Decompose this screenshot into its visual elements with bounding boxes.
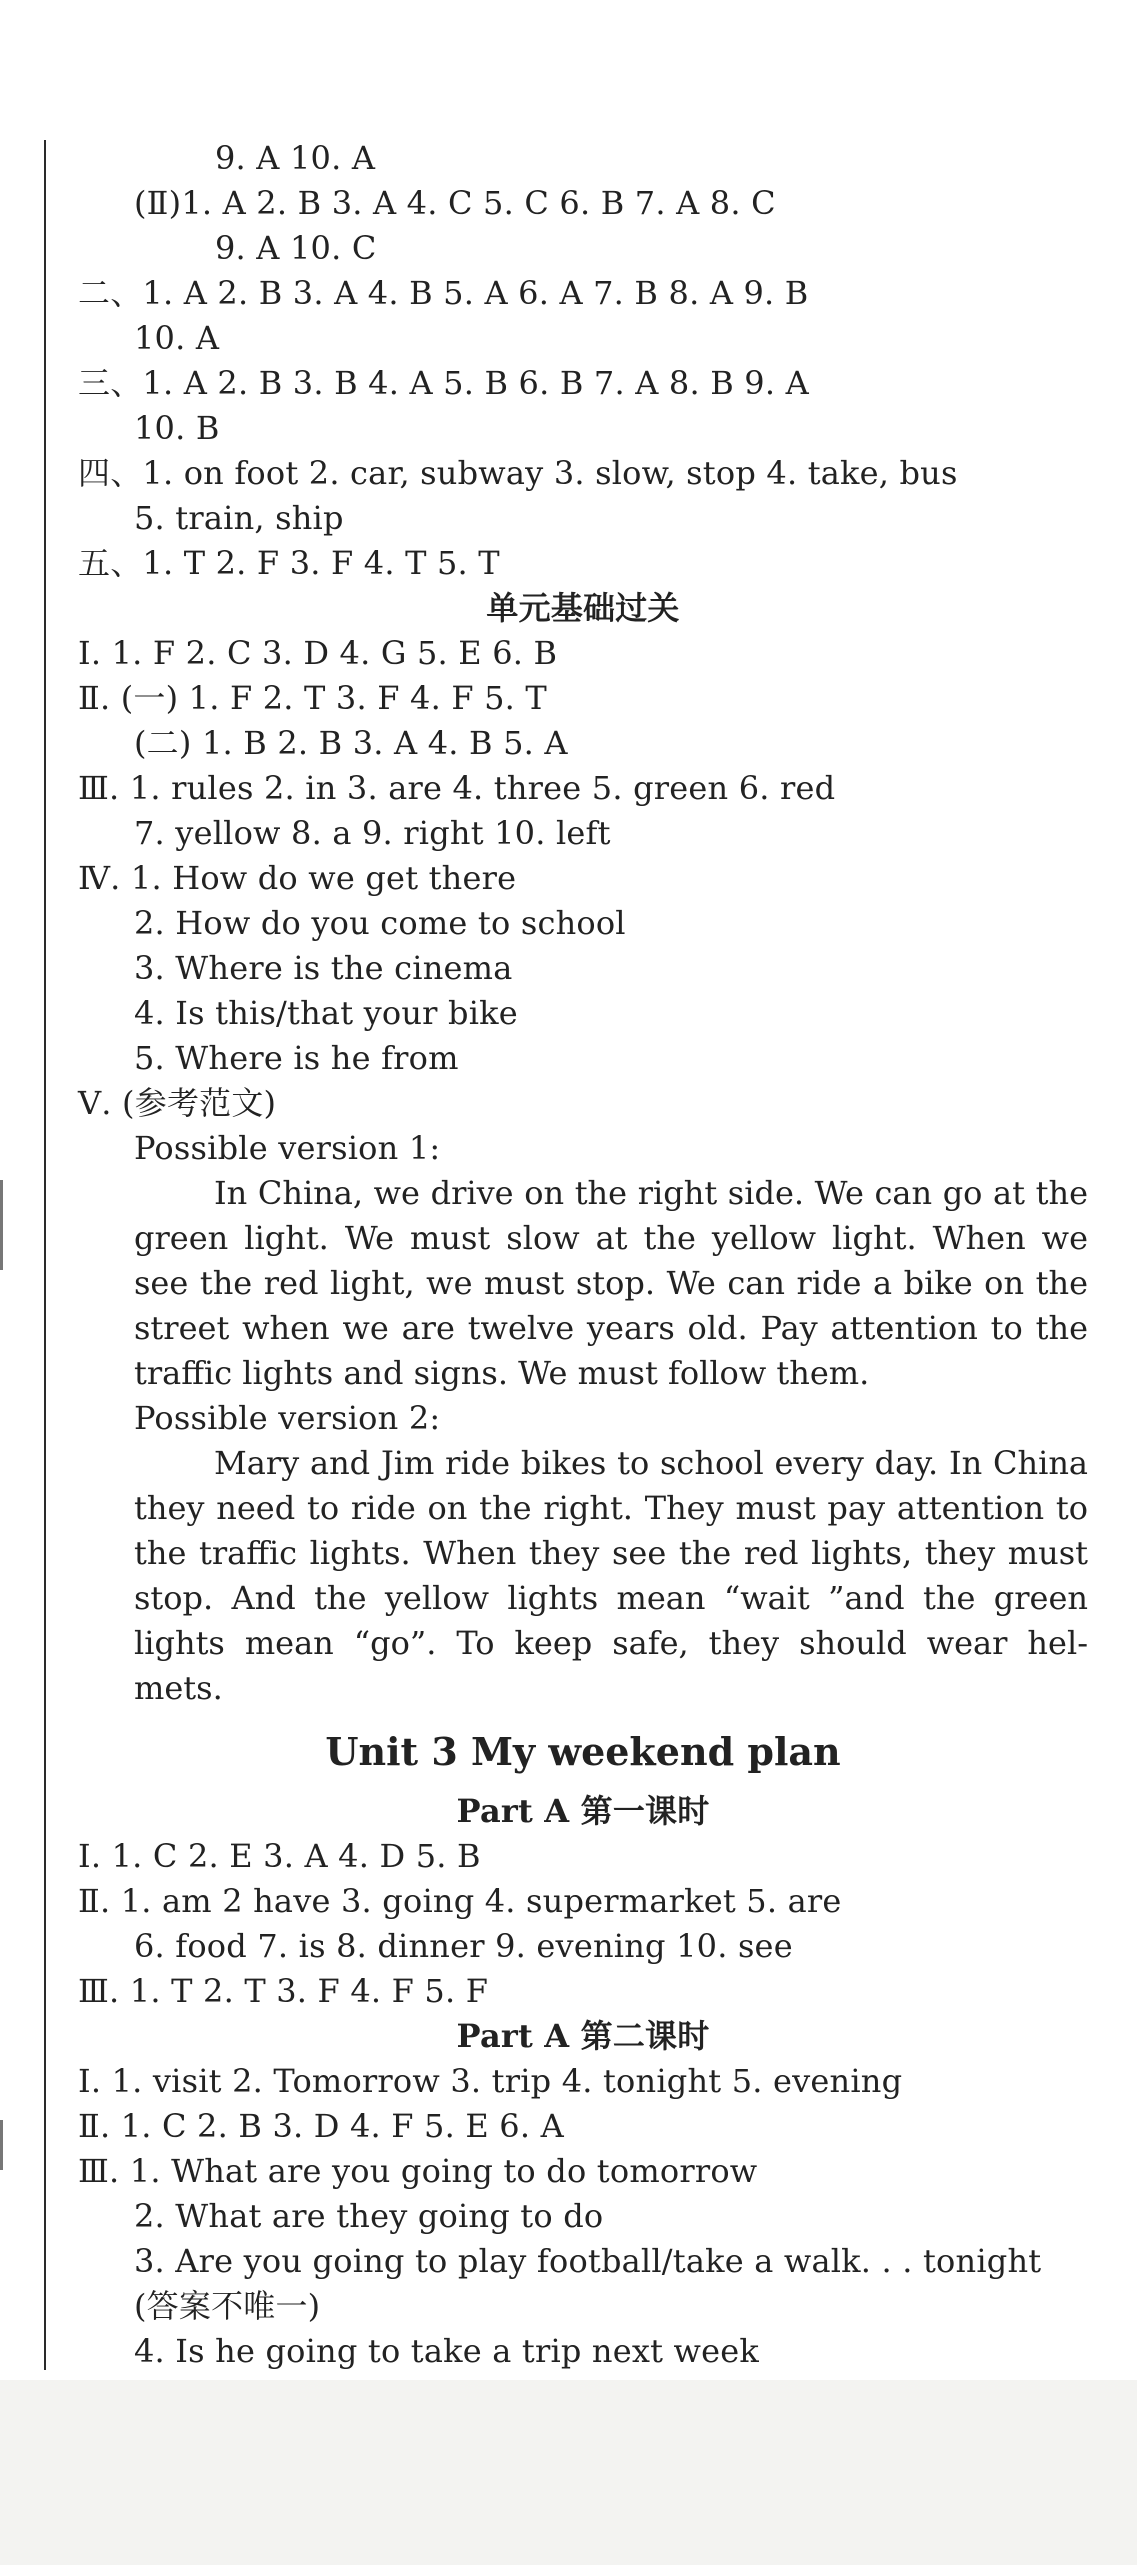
binding-margin-line [44,140,46,2370]
answer-line: 三、1. A 2. B 3. B 4. A 5. B 6. B 7. A 8. B 9. A [78,364,809,402]
section-heading: 单元基础过关 [486,589,680,627]
unit-title: Unit 3 My weekend plan [325,1729,841,1774]
answer-line: Ⅴ. (参考范文) [78,1084,277,1122]
answer-line: (答案不唯一) [134,2287,321,2325]
answer-line: 9. A 10. A [215,139,376,177]
edge-mark [0,2120,3,2170]
answer-line: Ⅲ. 1. rules 2. in 3. are 4. three 5. green 6. red [78,769,836,807]
answer-line: Ⅰ. 1. visit 2. Tomorrow 3. trip 4. tonight 5. evening [78,2062,903,2100]
answer-line: (二) 1. B 2. B 3. A 4. B 5. A [134,724,568,762]
answer-line: 二、1. A 2. B 3. A 4. B 5. A 6. A 7. B 8. A 9. B [78,274,809,312]
answer-line: 4. Is he going to take a trip next week [134,2332,760,2370]
answer-line: 5. Where is he from [134,1039,459,1077]
answer-content [78,136,1088,2374]
answer-line: 2. What are they going to do [134,2197,604,2235]
answer-line: Ⅰ. 1. C 2. E 3. A 4. D 5. B [78,1837,481,1875]
answer-line: Ⅱ. 1. C 2. B 3. D 4. F 5. E 6. A [78,2107,564,2145]
answer-lines-bottom [78,1789,1088,2374]
section-heading: Part A 第二课时 [456,2017,710,2055]
answer-line: 10. A [134,319,220,357]
answer-line: (Ⅱ)1. A 2. B 3. A 4. C 5. C 6. B 7. A 8. C [134,184,776,222]
answer-line: Ⅰ. 1. F 2. C 3. D 4. G 5. E 6. B [78,634,558,672]
answer-line: 10. B [134,409,220,447]
answer-line: 3. Where is the cinema [134,949,513,987]
answer-line: 2. How do you come to school [134,904,626,942]
edge-mark [0,1180,3,1270]
answer-line: 3. Are you going to play football/take a walk. . . tonight [134,2242,1042,2280]
answer-lines-top [78,136,1088,1171]
answer-line: Possible version 1: [134,1129,441,1167]
section-heading: Part A 第一课时 [456,1792,710,1830]
version-2-label: Possible version 2: [134,1399,441,1437]
answer-line: 9. A 10. C [215,229,377,267]
answer-line: Ⅱ. 1. am 2 have 3. going 4. supermarket 5. are [78,1882,842,1920]
answer-line: 4. Is this/that your bike [134,994,518,1032]
answer-line: 四、1. on foot 2. car, subway 3. slow, stop 4. take, bus [78,454,958,492]
answer-line: 五、1. T 2. F 3. F 4. T 5. T [78,544,500,582]
answer-line: 6. food 7. is 8. dinner 9. evening 10. see [134,1927,793,1965]
essay-version-1: In China, we drive on the right side. We can go at the green light. We must slow at the yellow light. When we see the red light, we must stop. We can ride a bike on the street when we are twelve years old. Pay attention to the traffic lights and signs. We must follow them. [134,1174,1088,1392]
answer-line: Ⅳ. 1. How do we get there [78,859,517,897]
answer-line: Ⅲ. 1. T 2. T 3. F 4. F 5. F [78,1972,489,2010]
answer-line: 5. train, ship [134,499,344,537]
answer-line: Ⅱ. (一) 1. F 2. T 3. F 4. F 5. T [78,679,547,717]
answer-line: 7. yellow 8. a 9. right 10. left [134,814,611,852]
essay-version-2: Mary and Jim ride bikes to school every day. In China they need to ride on the right. They must pay attention to the traffic lights. When they see the red lights, they must stop. And the yellow lights mean “wait ”and the green lights mean “go”. To keep safe, they should wear hel-mets. [134,1444,1088,1707]
answer-line: Ⅲ. 1. What are you going to do tomorrow [78,2152,758,2190]
